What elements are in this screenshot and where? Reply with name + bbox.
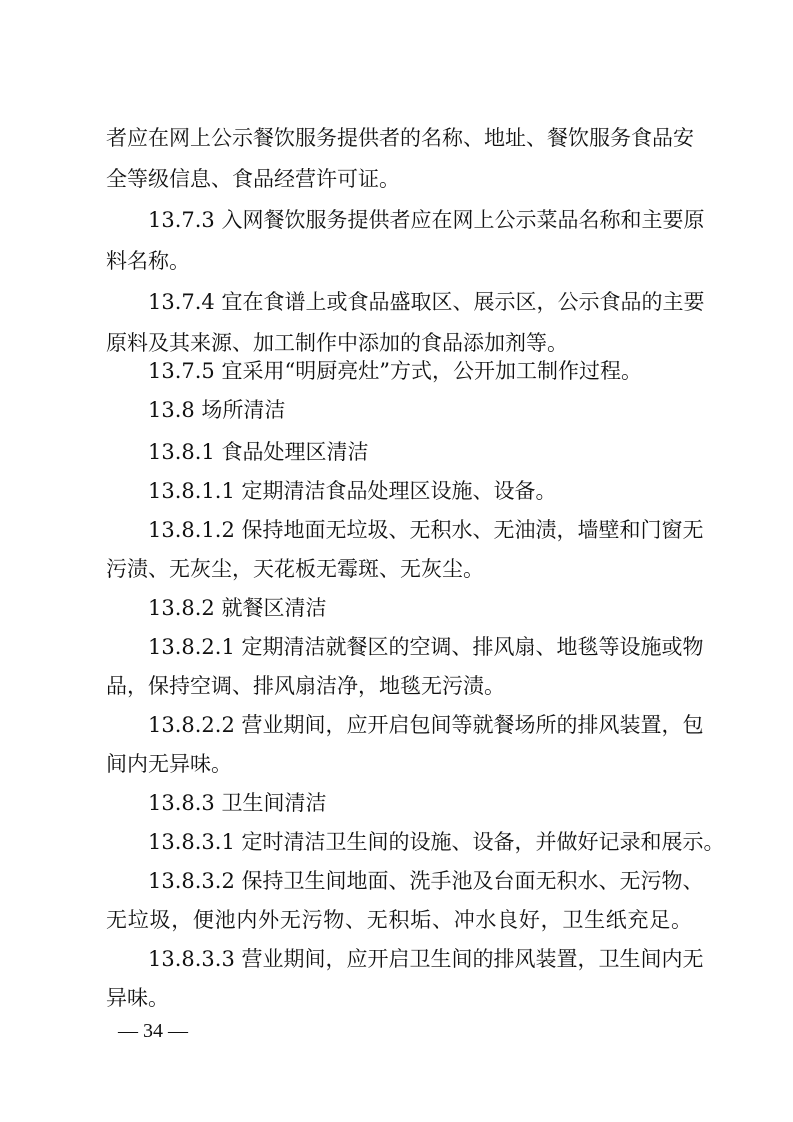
text-line: 无垃圾，便池内外无污物、无积垢、冲水良好，卫生纸充足。 [106, 908, 692, 932]
text-line: 全等级信息、食品经营许可证。 [106, 167, 400, 191]
text-line: 料名称。 [106, 249, 190, 273]
section-13-8-1-1: 13.8.1.1 定期清洁食品处理区设施、设备。 [148, 479, 557, 503]
text-line: 品，保持空调、排风扇洁净，地毯无污渍。 [106, 674, 505, 698]
text-line: 原料及其来源、加工制作中添加的食品添加剂等。 [106, 331, 568, 355]
section-13-8-1-heading: 13.8.1 食品处理区清洁 [148, 440, 369, 464]
text-line: 异味。 [106, 986, 169, 1010]
section-13-8-3-2: 13.8.3.2 保持卫生间地面、洗手池及台面无积水、无污物、 [148, 869, 704, 893]
section-13-8-3-heading: 13.8.3 卫生间清洁 [148, 791, 327, 815]
section-13-8-2-heading: 13.8.2 就餐区清洁 [148, 596, 327, 620]
section-13-7-5: 13.7.5 宜采用“明厨亮灶”方式，公开加工制作过程。 [148, 359, 642, 383]
text-line: 间内无异味。 [106, 752, 232, 776]
section-13-7-3: 13.7.3 入网餐饮服务提供者应在网上公示菜品名称和主要原 [148, 208, 705, 232]
text-line: 污渍、无灰尘，天花板无霉斑、无灰尘。 [106, 557, 484, 581]
page-number: — 34 — [118, 1020, 188, 1042]
text-line: 者应在网上公示餐饮服务提供者的名称、地址、餐饮服务食品安 [106, 126, 694, 150]
section-13-8-3-3: 13.8.3.3 营业期间，应开启卫生间的排风装置，卫生间内无 [148, 947, 704, 971]
section-13-7-4: 13.7.4 宜在食谱上或食品盛取区、展示区，公示食品的主要 [148, 290, 705, 314]
section-13-8-3-1: 13.8.3.1 定时清洁卫生间的设施、设备，并做好记录和展示。 [148, 830, 725, 854]
section-13-8-2-1: 13.8.2.1 定期清洁就餐区的空调、排风扇、地毯等设施或物 [148, 635, 704, 659]
section-13-8-1-2: 13.8.1.2 保持地面无垃圾、无积水、无油渍，墙壁和门窗无 [148, 518, 704, 542]
section-13-8-heading: 13.8 场所清洁 [148, 398, 286, 422]
section-13-8-2-2: 13.8.2.2 营业期间，应开启包间等就餐场所的排风装置，包 [148, 713, 704, 737]
